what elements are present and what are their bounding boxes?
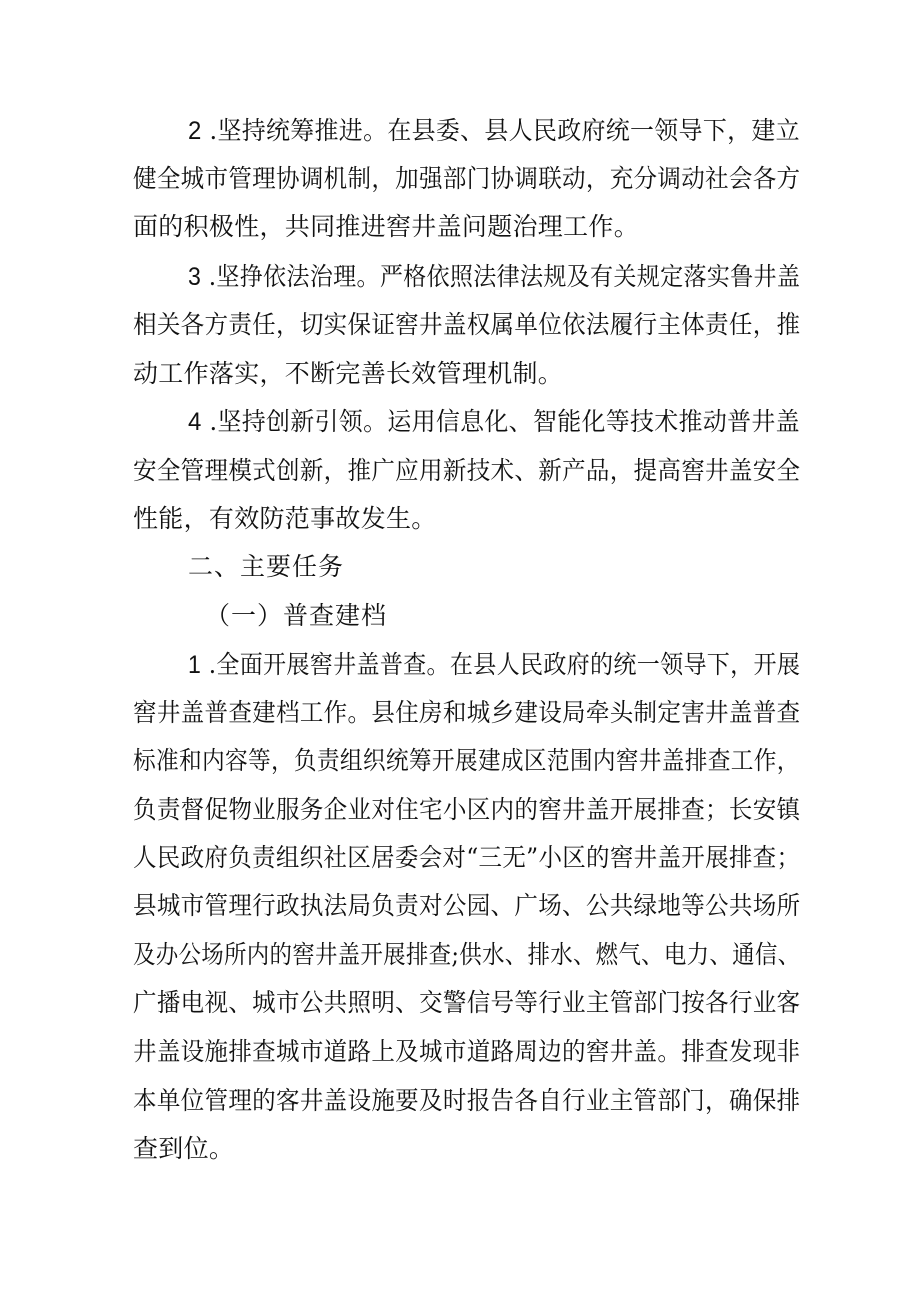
- paragraph-4-line-1: 4 .坚持创新引领。运用信息化、智能化等技术推动普井盖: [188, 407, 800, 436]
- task-1-line-7: 及办公场所内的窖井盖开展排查;供水、排水、燃气、电力、通信、: [133, 940, 801, 969]
- task-1-line-9: 井盖设施排查城市道路上及城市道路周边的窖井盖。排查发现非: [133, 1037, 801, 1066]
- task-1-line-6: 县城市管理行政执法局负责对公园、广场、公共绿地等公共场所: [133, 891, 801, 920]
- paragraph-2-line-2: 健全城市管理协调机制，加强部门协调联动，充分调动社会各方: [133, 164, 801, 193]
- subsection-heading: （一）普查建档: [205, 601, 388, 630]
- paragraph-2-line-3: 面的积极性，共同推进窖井盖问题治理工作。: [133, 212, 640, 241]
- paragraph-4-line-2: 安全管理模式创新，推广应用新技术、新产品，提高窖井盖安全: [133, 456, 801, 485]
- paragraph-4-number: 4: [188, 408, 202, 436]
- task-1-line-2: 窖井盖普查建档工作。县住房和城乡建设局牵头制定害井盖普查: [133, 698, 801, 727]
- paragraph-3-line-3: 动工作落实，不断完善长效管理机制。: [133, 359, 564, 388]
- task-1-number: 1: [188, 651, 202, 679]
- task-1-line-5: 人民政府负责组织社区居委会对“三无”小区的窖井盖开展排查；: [133, 843, 801, 872]
- paragraph-2-line-1: 2 .坚持统筹推进。在县委、县人民政府统一领导下，建立: [188, 116, 800, 145]
- task-1-line-1: 1 .全面开展窖井盖普查。在县人民政府的统一领导下，开展: [188, 650, 801, 679]
- task-1-line-8: 广播电视、城市公共照明、交警信号等行业主管部门按各行业客: [133, 988, 801, 1017]
- task-1-line-4: 负责督促物业服务企业对住宅小区内的窖井盖开展排查；长安镇: [133, 795, 801, 824]
- task-1-line-10: 本单位管理的客井盖设施要及时报告各自行业主管部门，确保排: [133, 1086, 801, 1115]
- paragraph-3-number: 3: [188, 263, 202, 291]
- paragraph-2-number: 2: [188, 117, 202, 145]
- section-heading: 二、主要任务: [188, 552, 345, 581]
- paragraph-3-line-1: 3 .坚挣依法治理。严格依照法律法规及有关规定落实鲁井盖: [188, 262, 801, 291]
- paragraph-3-line-2: 相关各方责任，切实保证窖井盖权属单位依法履行主体责任，推: [133, 310, 801, 339]
- task-1-line-11: 查到位。: [133, 1134, 235, 1163]
- task-1-line-3: 标准和内容等，负责组织统筹开展建成区范围内窖井盖排查工作，: [133, 746, 800, 775]
- paragraph-4-line-3: 性能，有效防范事故发生。: [133, 504, 437, 533]
